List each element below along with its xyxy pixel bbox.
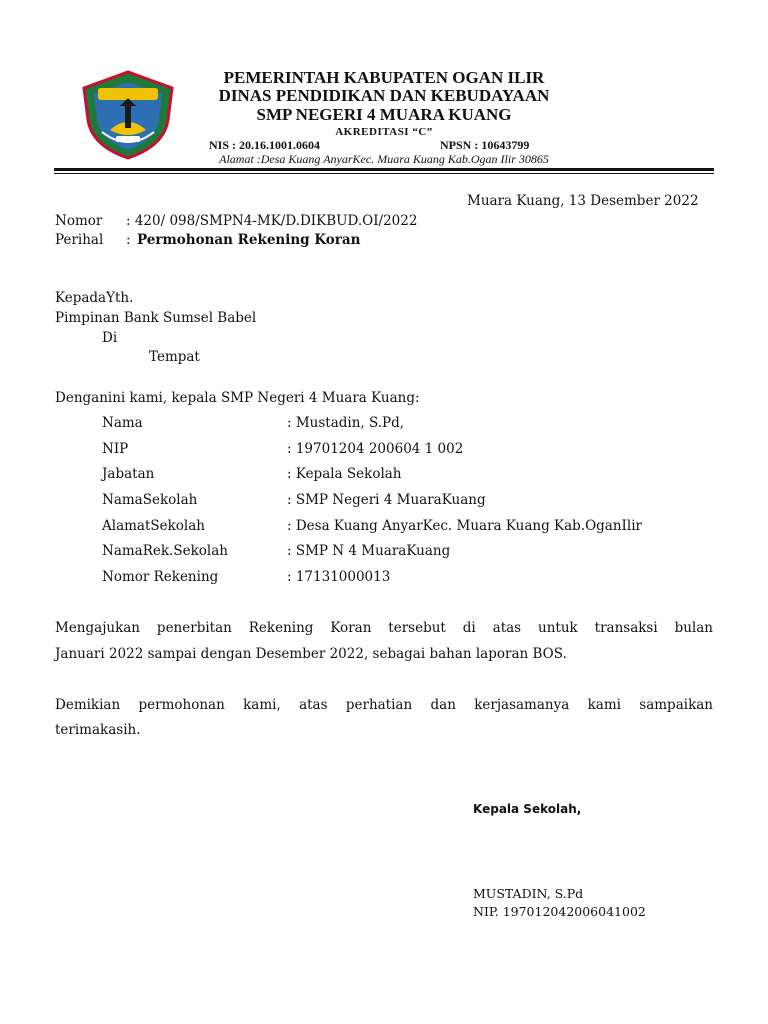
letter-date: Muara Kuang, 13 Desember 2022 bbox=[467, 193, 699, 209]
intro-text: Denganini kami, kepala SMP Negeri 4 Muara Kuang: bbox=[55, 390, 420, 406]
detail-label: NamaSekolah bbox=[102, 492, 198, 508]
letterhead-address: Alamat :Desa Kuang AnyarKec. Muara Kuang Kab.Ogan Ilir 30865 bbox=[219, 152, 549, 166]
letterhead-line-2: DINAS PENDIDIKAN DAN KEBUDAYAAN bbox=[218, 86, 550, 105]
detail-label: NamaRek.Sekolah bbox=[102, 543, 228, 559]
perihal-label: Perihal bbox=[55, 232, 104, 248]
letterhead-divider-thin bbox=[54, 173, 714, 174]
recipient-line-1: KepadaYth. bbox=[55, 290, 134, 306]
nomor-label: Nomor bbox=[55, 213, 103, 229]
letterhead-divider-thick bbox=[54, 168, 714, 171]
detail-label: Jabatan bbox=[102, 466, 155, 482]
detail-label: NIP bbox=[102, 441, 129, 457]
body-paragraph-1-line-1: Mengajukan penerbitan Rekening Koran tersebut di atas untuk transaksi bulan bbox=[55, 620, 713, 636]
signature-title: Kepala Sekolah, bbox=[473, 802, 582, 816]
body-paragraph-2-line-2: terimakasih. bbox=[55, 722, 141, 738]
detail-label: Nomor Rekening bbox=[102, 569, 219, 585]
perihal-colon: : bbox=[126, 232, 131, 248]
letterhead-npsn: NPSN : 10643799 bbox=[440, 138, 530, 152]
letterhead-school-name: SMP NEGERI 4 MUARA KUANG bbox=[256, 105, 512, 124]
body-paragraph-1-line-2: Januari 2022 sampai dengan Desember 2022, sebagai bahan laporan BOS. bbox=[55, 646, 567, 662]
detail-value: : Mustadin, S.Pd, bbox=[287, 415, 405, 431]
letterhead-nis: NIS : 20.16.1001.0604 bbox=[209, 138, 321, 152]
detail-value: : 19701204 200604 1 002 bbox=[287, 441, 464, 457]
detail-value: : Kepala Sekolah bbox=[287, 466, 402, 482]
letterhead-accreditation: AKREDITASI “C” bbox=[335, 126, 433, 138]
recipient-line-4: Tempat bbox=[149, 349, 200, 365]
detail-label: Nama bbox=[102, 415, 143, 431]
recipient-line-2: Pimpinan Bank Sumsel Babel bbox=[55, 310, 257, 326]
body-paragraph-2-line-1: Demikian permohonan kami, atas perhatian dan kerjasamanya kami sampaikan bbox=[55, 697, 713, 713]
detail-label: AlamatSekolah bbox=[102, 518, 205, 534]
signature-name: MUSTADIN, S.Pd bbox=[473, 886, 584, 901]
letterhead-line-1: PEMERINTAH KABUPATEN OGAN ILIR bbox=[223, 68, 545, 87]
signature-nip: NIP. 197012042006041002 bbox=[473, 904, 646, 919]
perihal-value: Permohonan Rekening Koran bbox=[137, 232, 361, 248]
detail-value: : Desa Kuang AnyarKec. Muara Kuang Kab.OganIlir bbox=[287, 518, 642, 534]
nomor-value: : 420/ 098/SMPN4-MK/D.DIKBUD.OI/2022 bbox=[126, 213, 418, 229]
recipient-line-3: Di bbox=[102, 330, 118, 346]
detail-value: : SMP Negeri 4 MuaraKuang bbox=[287, 492, 486, 508]
detail-value: : 17131000013 bbox=[287, 569, 391, 585]
detail-value: : SMP N 4 MuaraKuang bbox=[287, 543, 451, 559]
